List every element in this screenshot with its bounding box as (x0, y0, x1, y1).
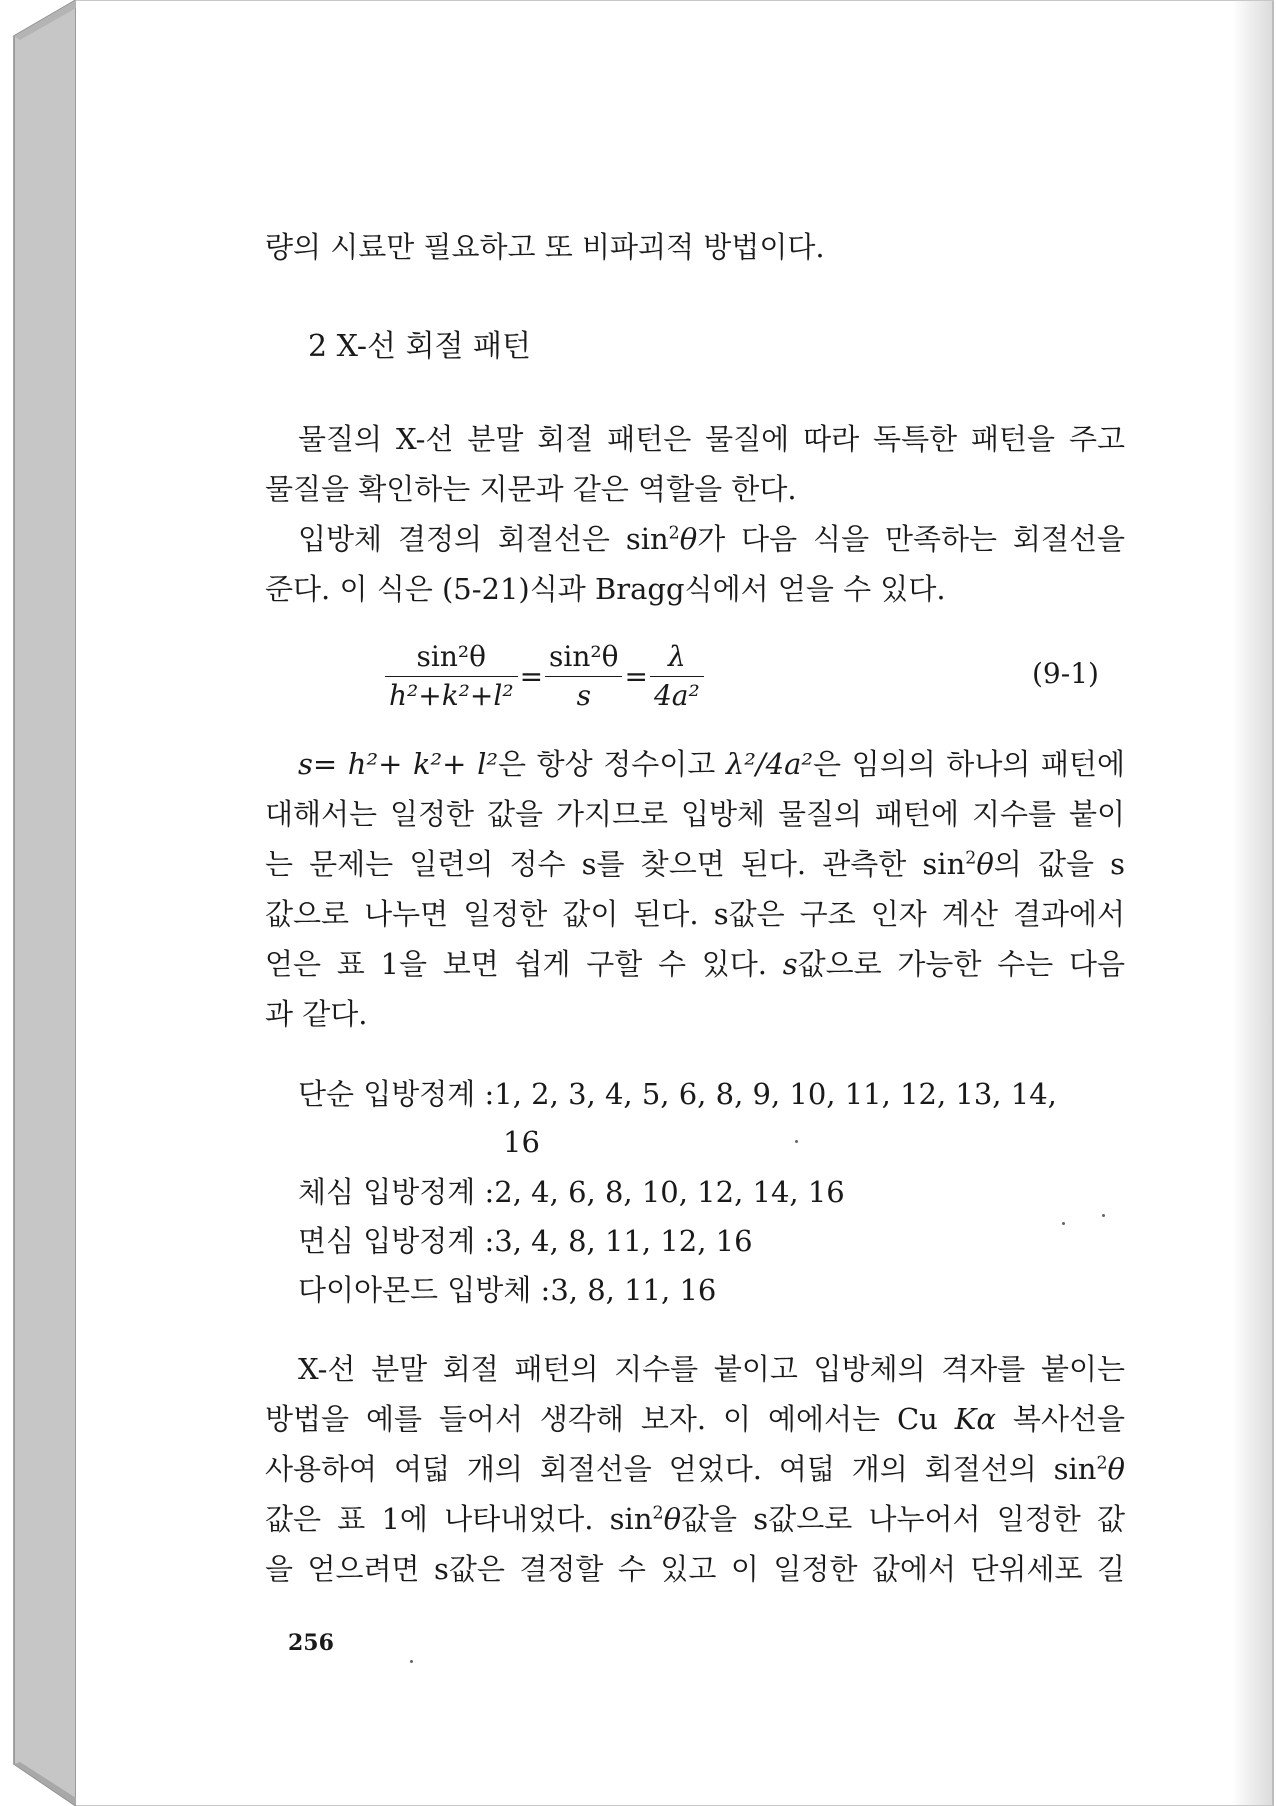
list-item-diamond-cubic (298, 1271, 716, 1309)
paragraph-2-line-2: 준다. 이 식은 (5-21)식과 Bragg식에서 얻을 수 있다. (265, 572, 946, 606)
superscript: 2 (668, 523, 680, 544)
superscript: 2 (1096, 1453, 1108, 1474)
paragraph-4-line-4 (265, 1500, 1125, 1538)
fraction-2 (545, 640, 622, 713)
list-values: 1, 2, 3, 4, 5, 6, 8, 9, 10, 11, 12, 13, 14, (494, 1077, 1057, 1111)
text-span: 값으로 가능한 수는 다음 (797, 947, 1125, 981)
page-number: 256 (288, 1630, 334, 1656)
fraction-numerator: sin²θ (545, 640, 622, 677)
scan-speck (1062, 1222, 1065, 1225)
text-span: 방법을 예를 들어서 생각해 보자. 이 예에서는 Cu (265, 1402, 955, 1436)
paragraph-1-line-2: 물질을 확인하는 지문과 같은 역할을 한다. (265, 472, 797, 506)
list-item-simple-cubic (298, 1075, 1057, 1113)
paragraph-4-line-2 (265, 1400, 1125, 1438)
scan-speck (1102, 1214, 1105, 1217)
list-item-face-centered-cubic (298, 1222, 753, 1260)
scan-speck (795, 1140, 798, 1143)
paragraph-4-line-1: X-선 분말 회절 패턴의 지수를 붙이고 입방체의 격자를 붙이는 (298, 1352, 1125, 1386)
paragraph-3-line-4: 값으로 나누면 일정한 값이 된다. s값은 구조 인자 계산 결과에서 (265, 897, 1125, 931)
list-label: 체심 입방정계 : (298, 1175, 495, 1209)
fraction-1 (385, 640, 518, 713)
text-span: 는 문제는 일련의 정수 s를 찾으면 된다. 관측한 sin (265, 847, 966, 881)
text-span: 값은 표 1에 나타내었다. sin (265, 1502, 653, 1536)
list-item-simple-cubic-continued: 16 (503, 1125, 540, 1159)
fraction-denominator: 4a² (653, 679, 700, 712)
book-spine-edge (0, 0, 82, 1806)
fraction-numerator: sin²θ (385, 640, 518, 677)
page-edge-shadow (1232, 1, 1272, 1805)
paragraph-3-line-5 (265, 945, 1125, 983)
text-span: 은 항상 정수이고 (497, 747, 726, 781)
scan-speck (410, 1660, 413, 1663)
equation-number: (9-1) (1032, 657, 1099, 690)
equals-sign: = (624, 660, 648, 693)
k-alpha-symbol: Kα (954, 1402, 996, 1436)
equation-9-1 (385, 640, 704, 710)
fraction-numerator: λ (650, 640, 704, 677)
list-values: 3, 8, 11, 16 (550, 1273, 717, 1307)
text-span: 값을 s값으로 나누어서 일정한 값 (681, 1502, 1125, 1536)
list-label: 단순 입방정계 : (298, 1077, 495, 1111)
text-span: 은 임의의 하나의 패턴에 (813, 747, 1125, 781)
text-line-continuation: 량의 시료만 필요하고 또 비파괴적 방법이다. (265, 230, 825, 264)
text-span: 입방체 결정의 회절선은 sin (298, 522, 669, 556)
paragraph-4-line-5: 을 얻으려면 s값은 결정할 수 있고 이 일정한 값에서 단위세포 길 (265, 1552, 1125, 1586)
text-span: 가 다음 식을 만족하는 회절선을 (697, 522, 1125, 556)
paragraph-1-line-1: 물질의 X-선 분말 회절 패턴은 물질에 따라 독특한 패턴을 주고 (298, 422, 1125, 456)
list-values: 2, 4, 6, 8, 10, 12, 14, 16 (494, 1175, 845, 1209)
superscript: 2 (965, 848, 977, 869)
s-symbol: s (782, 947, 798, 981)
theta-symbol: θ (663, 1502, 682, 1536)
text-span: 사용하여 여덟 개의 회절선을 얻었다. 여덟 개의 회절선의 sin (265, 1452, 1097, 1486)
list-item-body-centered-cubic (298, 1173, 845, 1211)
theta-symbol: θ (1107, 1452, 1125, 1486)
fraction-denominator: s (576, 679, 591, 712)
fraction-denominator: h²+k²+l² (389, 679, 514, 712)
superscript: 2 (652, 1503, 664, 1524)
section-heading: 2 X-선 회절 패턴 (308, 329, 532, 364)
fraction-3 (650, 640, 704, 713)
equals-sign: = (519, 660, 544, 693)
text-span: 복사선을 (996, 1402, 1125, 1436)
math-expression: s= h²+ k²+ l² (298, 747, 498, 781)
paragraph-3-line-3 (265, 845, 1125, 883)
paragraph-2-line-1 (298, 520, 1125, 558)
list-label: 면심 입방정계 : (298, 1224, 495, 1258)
math-expression: λ²/4a² (725, 747, 814, 781)
paragraph-3-line-2: 대해서는 일정한 값을 가지므로 입방체 물질의 패턴에 지수를 붙이 (265, 797, 1125, 831)
paragraph-4-line-3 (265, 1450, 1125, 1488)
paragraph-3-line-6: 과 같다. (265, 997, 368, 1031)
theta-symbol: θ (679, 522, 698, 556)
text-span: 의 값을 s (993, 847, 1125, 881)
list-label: 다이아몬드 입방체 : (298, 1273, 551, 1307)
theta-symbol: θ (976, 847, 994, 881)
text-span: 얻은 표 1을 보면 쉽게 구할 수 있다. (265, 947, 783, 981)
paragraph-3-line-1 (298, 745, 1125, 783)
list-values: 3, 4, 8, 11, 12, 16 (494, 1224, 753, 1258)
